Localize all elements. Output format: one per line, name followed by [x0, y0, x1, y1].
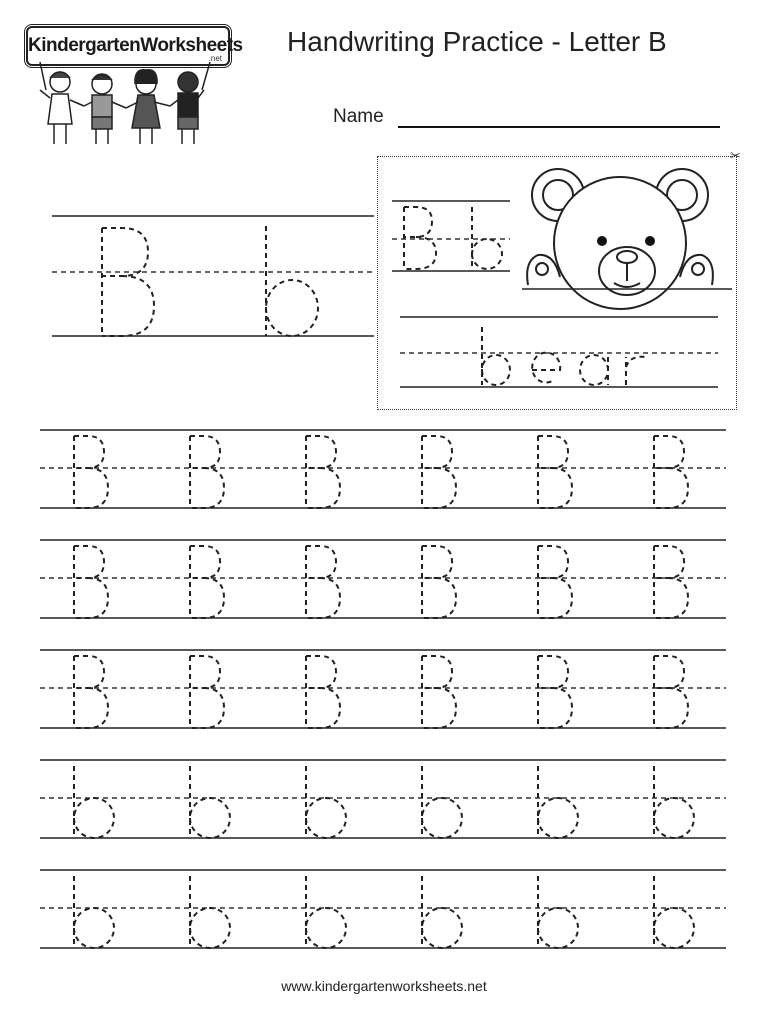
practice-rows[interactable]	[0, 420, 768, 960]
trace-letter-lowercase-b	[422, 766, 462, 838]
name-write-line[interactable]	[398, 126, 720, 128]
demo-lowercase-b	[266, 226, 318, 336]
trace-letter-lowercase-b	[190, 876, 230, 948]
trace-letter-uppercase-b	[74, 546, 108, 618]
trace-letter-uppercase-b	[190, 436, 224, 508]
logo-suffix: .net	[208, 54, 222, 63]
trace-letter-lowercase-b	[306, 766, 346, 838]
trace-letter-uppercase-b	[422, 546, 456, 618]
trace-letter-lowercase-b	[190, 766, 230, 838]
trace-letter-uppercase-b	[654, 656, 688, 728]
trace-letter-uppercase-b	[74, 436, 108, 508]
footer-url: www.kindergartenworksheets.net	[281, 978, 487, 994]
children-holding-sign-icon	[22, 62, 234, 150]
trace-letter-lowercase-b	[74, 876, 114, 948]
page-title: Handwriting Practice - Letter B	[287, 26, 667, 57]
site-logo	[22, 22, 243, 150]
trace-letter-uppercase-b	[306, 436, 340, 508]
scissors-icon: ✂	[730, 148, 741, 163]
trace-letter-lowercase-b	[74, 766, 114, 838]
picture-word	[400, 317, 718, 387]
teddy-bear-icon	[522, 161, 732, 309]
trace-letter-uppercase-b	[538, 546, 572, 618]
demo-uppercase-b	[102, 228, 154, 336]
trace-letter-lowercase-b	[654, 766, 694, 838]
trace-letter-uppercase-b	[538, 656, 572, 728]
logo-sign	[26, 26, 243, 66]
trace-letter-lowercase-b	[654, 876, 694, 948]
trace-letter-uppercase-b	[74, 656, 108, 728]
trace-letter-uppercase-b	[654, 436, 688, 508]
trace-letter-uppercase-b	[190, 656, 224, 728]
picture-card	[377, 156, 737, 410]
trace-letter-uppercase-b	[422, 656, 456, 728]
picture-letters	[392, 201, 510, 271]
trace-letter-uppercase-b	[422, 436, 456, 508]
trace-letter-lowercase-b	[306, 876, 346, 948]
logo-text: KindergartenWorksheets	[28, 35, 243, 56]
trace-letter-lowercase-b	[538, 766, 578, 838]
trace-letter-lowercase-b	[422, 876, 462, 948]
trace-letter-lowercase-b	[538, 876, 578, 948]
trace-letter-uppercase-b	[306, 656, 340, 728]
letter-demo	[52, 190, 374, 350]
trace-letter-uppercase-b	[306, 546, 340, 618]
trace-letter-uppercase-b	[654, 546, 688, 618]
trace-letter-uppercase-b	[190, 546, 224, 618]
name-label: Name	[333, 106, 384, 127]
trace-letter-uppercase-b	[538, 436, 572, 508]
